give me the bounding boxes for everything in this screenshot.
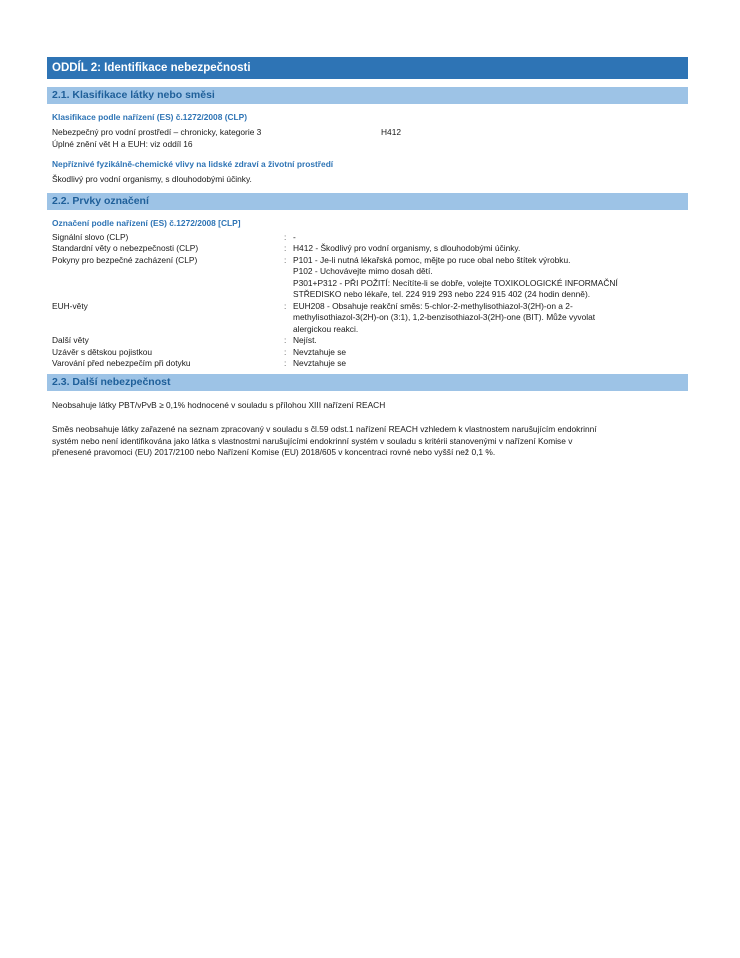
- effects-text: Škodlivý pro vodní organismy, s dlouhodobými účinky.: [52, 174, 252, 184]
- label-key: Uzávěr s dětskou pojistkou: [52, 346, 153, 357]
- classification-hazard: Nebezpečný pro vodní prostředí – chronicky, kategorie 3: [52, 127, 262, 137]
- labelling-table: [47, 232, 688, 370]
- label-row-other-phrases: [47, 335, 688, 347]
- classification-code: H412: [381, 127, 402, 137]
- label-value: H412 - Škodlivý pro vodní organismy, s dlouhodobými účinky.: [293, 243, 521, 253]
- label-value: Nevztahuje se: [293, 358, 347, 368]
- label-key: Varování před nebezpečím při dotyku: [52, 358, 191, 368]
- label-value: Nejíst.: [293, 335, 317, 345]
- label-key: Signální slovo (CLP): [52, 231, 129, 242]
- label-row-tactile-warning: [47, 358, 688, 370]
- label-value: -: [293, 231, 296, 242]
- separator: :: [284, 243, 287, 253]
- label-row-hazard-statements: [47, 243, 688, 255]
- label-row-signal-word: [47, 232, 688, 244]
- full-text-note: Úplné znění vět H a EUH: viz oddíl 16: [52, 138, 193, 149]
- separator: :: [284, 254, 287, 265]
- label-row-child-resistant: [47, 347, 688, 359]
- label-value: EUH208 - Obsahuje reakční směs: 5-chlor-2-methylisothiazol-3(2H)-on a 2- methylisothiazol-3(2H)-on (3:1), 1,2-benzisothiazol-3(2H)-one (BIT). Může vyvolat alergickou reakci.: [293, 300, 596, 334]
- subsection-header-2-1: 2.1. Klasifikace látky nebo směsi: [47, 87, 688, 104]
- separator: :: [284, 231, 287, 242]
- separator: :: [284, 346, 287, 357]
- endocrine-paragraph: [47, 424, 688, 459]
- label-value: P101 - Je-li nutná lékařská pomoc, mějte po ruce obal nebo štítek výrobku. P102 - Uchovávejte mimo dosah dětí. P301+P312 - PŘI POŽITÍ: Necítíte-li se dobře, volejte TOXIKOLOGICKÉ INFORMAČNÍ STŘEDISKO nebo lékaře, tel. 224 919 293 nebo 224 915 402 (24 hodin denně).: [293, 254, 618, 299]
- labelling-title: Označení podle nařízení (ES) č.1272/2008 [CLP]: [52, 217, 241, 228]
- paragraph-line: Směs neobsahuje látky zařazené na seznam zpracovaný v souladu s čl.59 odst.1 nařízení REACH vzhledem k vlastnostem narušujícím endokrinní: [52, 424, 597, 434]
- subsection-header-2-3: 2.3. Další nebezpečnost: [47, 374, 688, 391]
- label-key: Pokyny pro bezpečné zacházení (CLP): [52, 254, 198, 265]
- effects-title: Nepříznivé fyzikálně-chemické vlivy na lidské zdraví a životní prostředí: [52, 159, 334, 169]
- label-key: EUH-věty: [52, 300, 88, 311]
- label-row-euh-statements: [47, 301, 688, 336]
- separator: :: [284, 335, 287, 345]
- classification-row: [47, 127, 688, 139]
- label-value: Nevztahuje se: [293, 346, 347, 357]
- section-header: ODDÍL 2: Identifikace nebezpečnosti: [47, 57, 688, 79]
- label-key: Další věty: [52, 335, 89, 345]
- subsection-header-2-2: 2.2. Prvky označení: [47, 193, 688, 210]
- paragraph-line: systém nebo není identifikována jako látka s vlastnostmi narušujícími endokrinní systém v souladu s kritérii stanovenými v nařízení Komise v: [52, 435, 573, 446]
- label-row-precautionary-statements: [47, 255, 688, 301]
- pbt-text: Neobsahuje látky PBT/vPvB ≥ 0,1% hodnocené v souladu s přílohou XIII nařízení REACH: [52, 399, 386, 410]
- separator: :: [284, 300, 287, 311]
- separator: :: [284, 358, 287, 368]
- sds-section-2: [47, 57, 688, 459]
- paragraph-line: přenesené pravomoci (EU) 2017/2100 nebo Nařízení Komise (EU) 2018/605 v koncentraci rovné nebo vyšší než 0,1 %.: [52, 447, 496, 457]
- label-key: Standardní věty o nebezpečnosti (CLP): [52, 243, 199, 253]
- clp-classification-title: Klasifikace podle nařízení (ES) č.1272/2008 (CLP): [52, 112, 248, 122]
